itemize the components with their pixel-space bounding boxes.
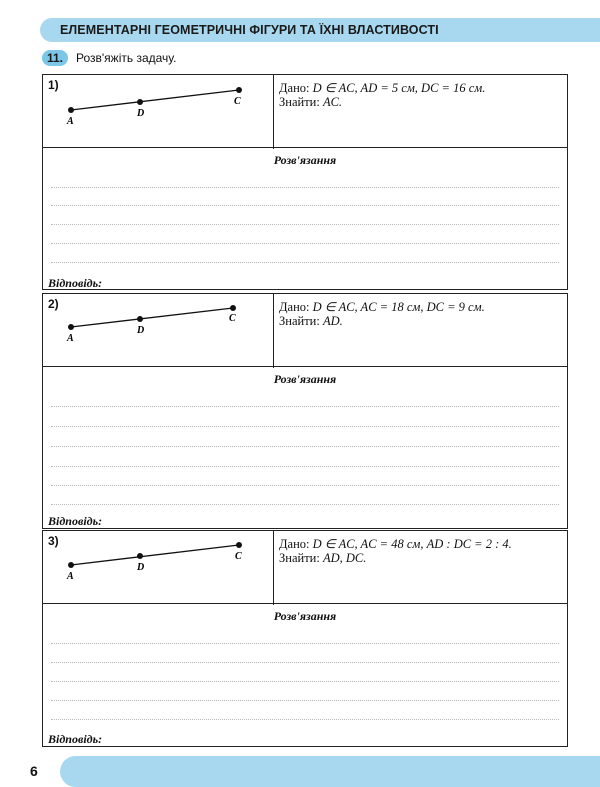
label-a: A [67, 571, 74, 582]
problem-3 [42, 530, 568, 747]
section-title: ЕЛЕМЕНТАРНІ ГЕОМЕТРИЧНІ ФІГУРИ ТА ЇХНІ ВЛАСТИВОСТІ [60, 23, 439, 37]
label-d: D [137, 325, 145, 336]
writing-line [51, 426, 559, 427]
writing-line [51, 205, 559, 206]
point-d [137, 316, 143, 322]
point-a [68, 107, 74, 113]
problem-1-given [279, 81, 565, 109]
label-d: D [137, 108, 145, 119]
find-label: Знайти: [279, 95, 323, 109]
page-number: 6 [30, 763, 38, 779]
problem-1-number: 1) [48, 78, 59, 92]
problem-3-condition-cell [42, 530, 568, 604]
footer-bar [60, 756, 600, 787]
writing-line [51, 187, 559, 188]
cell-divider [273, 294, 274, 368]
cell-divider [273, 75, 274, 149]
point-d [137, 99, 143, 105]
page-header [0, 0, 600, 44]
given-text: D ∈ AC, AC = 18 см, DC = 9 см. [312, 300, 485, 314]
problem-2-given [279, 300, 565, 328]
label-c: C [235, 551, 242, 562]
problem-1-condition-cell [42, 74, 568, 148]
writing-line [51, 643, 559, 644]
task-instruction: Розв'яжіть задачу. [76, 51, 177, 65]
label-d: D [137, 562, 145, 573]
given-label: Дано: [279, 537, 313, 551]
writing-line [51, 446, 559, 447]
label-a: A [67, 116, 74, 127]
problem-3-given [279, 537, 565, 565]
point-d [137, 553, 143, 559]
given-label: Дано: [279, 300, 313, 314]
writing-line [51, 700, 559, 701]
segment-ac [71, 545, 239, 565]
problem-3-number: 3) [48, 534, 59, 548]
find-text: AD. [322, 314, 343, 328]
segment-ac [71, 308, 233, 327]
answer-label: Відповідь: [48, 732, 103, 746]
label-c: C [234, 96, 241, 107]
answer-label: Відповідь: [48, 514, 103, 528]
label-c: C [229, 313, 236, 324]
find-label: Знайти: [279, 551, 323, 565]
problem-2-number: 2) [48, 297, 59, 311]
problem-2 [42, 293, 568, 529]
problem-1-solution-cell [42, 147, 568, 290]
page-footer [0, 754, 600, 787]
problem-1 [42, 74, 568, 290]
find-text: AC. [322, 95, 343, 109]
problem-2-segment-diagram [43, 294, 273, 368]
writing-line [51, 243, 559, 244]
task-number-badge: 11. [42, 50, 68, 66]
solution-heading: Розв'язання [273, 372, 337, 386]
writing-line [51, 485, 559, 486]
writing-line [51, 681, 559, 682]
answer-label: Відповідь: [48, 276, 103, 290]
cell-divider [273, 531, 274, 605]
problem-2-solution-cell [42, 366, 568, 529]
writing-line [51, 262, 559, 263]
segment-ac [71, 90, 239, 110]
given-label: Дано: [279, 81, 313, 95]
find-label: Знайти: [279, 314, 323, 328]
given-text: D ∈ AC, AD = 5 см, DC = 16 см. [312, 81, 486, 95]
problem-3-solution-cell [42, 603, 568, 747]
problem-1-segment-diagram [43, 75, 273, 149]
label-a: A [67, 333, 74, 344]
point-c [230, 305, 236, 311]
writing-line [51, 662, 559, 663]
point-a [68, 324, 74, 330]
find-text: AD, DC. [322, 551, 367, 565]
solution-heading: Розв'язання [273, 153, 337, 167]
point-a [68, 562, 74, 568]
writing-line [51, 719, 559, 720]
writing-line [51, 406, 559, 407]
writing-line [51, 504, 559, 505]
problem-2-condition-cell [42, 293, 568, 367]
problem-3-segment-diagram [43, 531, 273, 605]
solution-heading: Розв'язання [273, 609, 337, 623]
writing-line [51, 224, 559, 225]
point-c [236, 542, 242, 548]
point-c [236, 87, 242, 93]
given-text: D ∈ AC, AC = 48 см, AD : DC = 2 : 4. [312, 537, 512, 551]
writing-line [51, 466, 559, 467]
